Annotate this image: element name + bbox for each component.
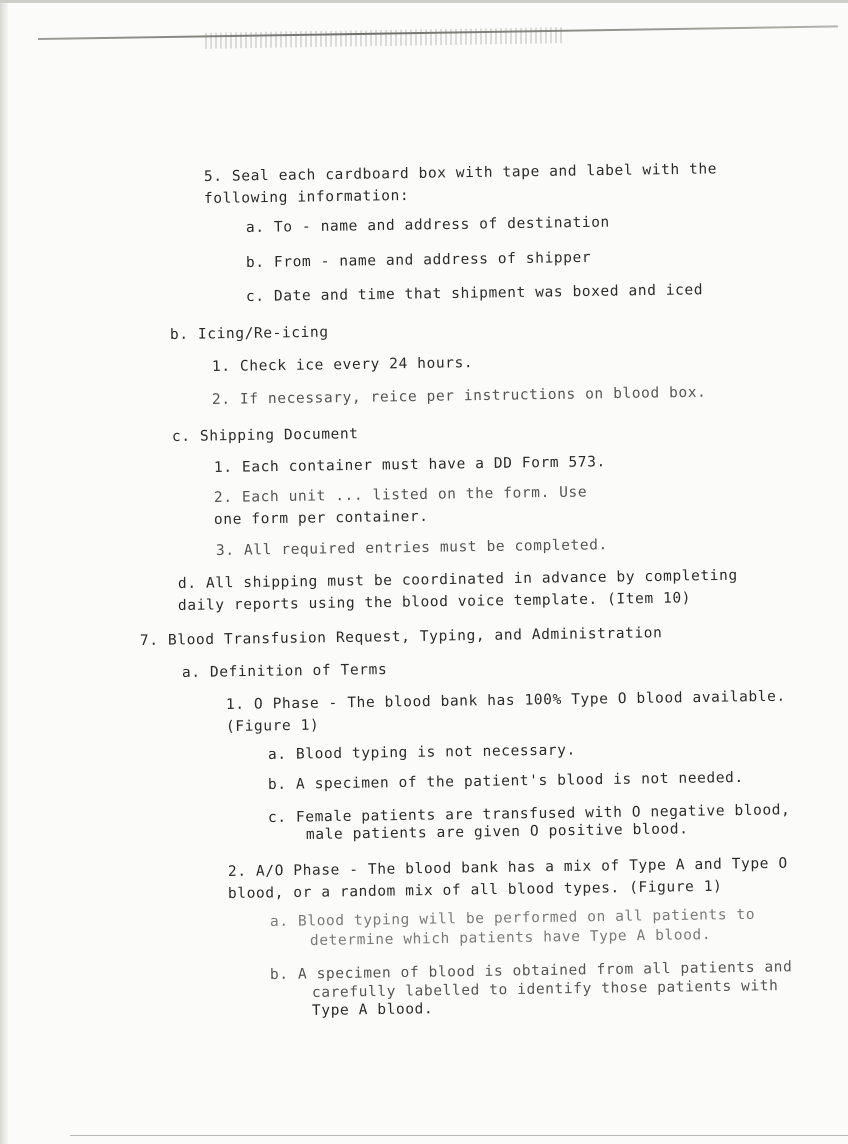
item-7a1-line-1: 1. O Phase - The blood bank has 100% Type O blood available. [225,688,786,713]
item-c3: 3. All required entries must be completed. [215,537,608,559]
item-7a2b-line-2: carefully labelled to identify those patients with [311,978,779,1001]
item-c2-line-2: one form per container. [213,508,429,528]
item-7a2-line-1: 2. A/O Phase - The blood bank has a mix of Type A and Type O [227,855,788,880]
item-5a: a. To - name and address of destination [245,214,610,236]
item-7a2a-line-1: a. Blood typing will be performed on all patients to [269,906,756,930]
item-b2: 2. If necessary, reice per instructions on blood box. [211,384,707,408]
item-d-line-1: d. All shipping must be coordinated in advance by completing [177,567,738,592]
item-7a2a-line-2: determine which patients have Type A blood. [309,927,712,949]
section-7-heading: 7. Blood Transfusion Request, Typing, and Administration [139,625,663,649]
item-7a1b: b. A specimen of the patient's blood is not needed. [267,769,744,793]
item-c2-line-1: 2. Each unit ... listed on the form. Use [213,484,588,506]
section-b-heading: b. Icing/Re-icing [169,324,329,343]
item-7a1c-line-2: male patients are given O positive blood. [305,821,689,843]
item-5-line-1: 5. Seal each cardboard box with tape and label with the [203,161,718,185]
item-c1: 1. Each container must have a DD Form 573. [213,454,606,476]
section-7a-heading: a. Definition of Terms [181,661,388,681]
item-7a1a: a. Blood typing is not necessary. [267,742,576,763]
page-top-edge [0,0,848,3]
item-5c: c. Date and time that shipment was boxed and iced [245,282,704,305]
item-5-line-2: following information: [203,187,410,207]
footer-rule [70,1135,848,1136]
item-7a1-line-2: (Figure 1) [225,717,320,735]
page-edge-shadow [0,0,8,1144]
scan-smudge [205,27,565,49]
item-7a1c-line-1: c. Female patients are transfused with O negative blood, [267,802,791,826]
item-7a2b-line-3: Type A blood. [311,1001,434,1019]
item-d-line-2: daily reports using the blood voice template. (Item 10) [177,590,692,614]
section-c-heading: c. Shipping Document [171,426,359,445]
item-7a2b-line-1: b. A specimen of blood is obtained from all patients and [269,959,793,983]
item-5b: b. From - name and address of shipper [245,249,592,271]
item-7a2-line-2: blood, or a random mix of all blood types. (Figure 1) [227,878,723,902]
item-b1: 1. Check ice every 24 hours. [211,355,474,375]
